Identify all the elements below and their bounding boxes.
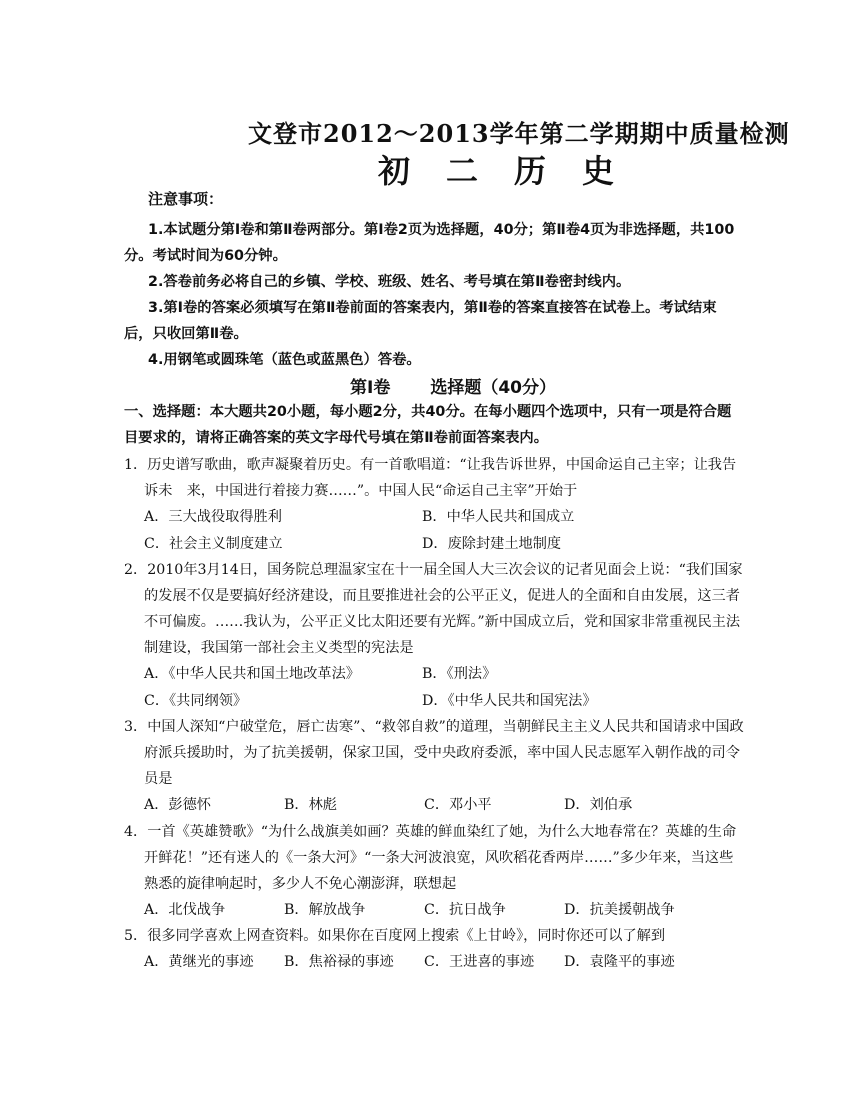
section-name: 选择题（40分） [430, 378, 556, 398]
question-stem: 4．一首《英雄赞歌》“为什么战旗美如画？英雄的鲜血染红了她，为什么大地春常在？英雄的生命开鲜花！”还有迷人的《一条大河》“一条大河波浪宽，风吹稻花香两岸……”多少年来，当这些熟悉的旋律响起时，多少人不免心潮澎湃，联想起 [124, 823, 737, 892]
notice-heading: 注意事项： [148, 190, 224, 208]
notice-item-1: 1.本试题分第Ⅰ卷和第Ⅱ卷两部分。第Ⅰ卷2页为选择题，40分；第Ⅱ卷4页为非选择题，共100分。考试时间为60分钟。 [124, 222, 735, 264]
question-stem: 1．历史谱写歌曲，歌声凝聚着历史。有一首歌唱道：“让我告诉世界，中国命运自己主宰；让我告诉未 来，中国进行着接力赛……”。中国人民“命运自己主宰”开始于 [124, 457, 737, 499]
notice-block [124, 188, 744, 373]
notice-item-2: 2.答卷前务必将自己的乡镇、学校、班级、姓名、考号填在第Ⅱ卷密封线内。 [148, 274, 631, 290]
option-a: A．黄继光的事迹 [144, 954, 254, 970]
subject-title: 初二历史 [378, 152, 651, 190]
question-4 [124, 819, 744, 924]
option-b: B．焦裕禄的事迹 [284, 954, 394, 970]
option-b: B．解放战争 [284, 901, 366, 918]
option-b: B．《刑法》 [422, 666, 497, 682]
notice-item-3: 3.第Ⅰ卷的答案必须填写在第Ⅱ卷前面的答案表内，第Ⅱ卷的答案直接答在试卷上。考试结束后，只收回第Ⅱ卷。 [124, 300, 717, 342]
option-list [124, 661, 744, 714]
question-5 [124, 923, 744, 976]
option-c: C．王进喜的事迹 [424, 954, 535, 970]
option-d: D．袁隆平的事迹 [564, 954, 675, 970]
question-list [124, 452, 744, 976]
question-stem: 3．中国人深知“户破堂危，唇亡齿寒”、“救邻自救”的道理，当朝鲜民主主义人民共和国请求中国政府派兵援助时，为了抗美援朝，保家卫国，受中央政府委派，率中国人民志愿军入朝作战的司令员是 [124, 719, 744, 787]
question-stem: 2．2010年3月14日，国务院总理温家宝在十一届全国人大三次会议的记者见面会上说：“我们国家的发展不仅是要搞好经济建设，而且要推进社会的公平正义，促进人的全面和自由发展，这三者不可偏废。……我认为，公平正义比太阳还要有光辉。”新中国成立后，党和国家非常重视民主法制建设，我国第一部社会主义类型的宪法是 [124, 562, 743, 656]
option-c: C．社会主义制度建立 [144, 535, 283, 552]
notice-item-4: 4.用钢笔或圆珠笔（蓝色或蓝黑色）答卷。 [148, 352, 421, 368]
option-b: B．中华人民共和国成立 [422, 509, 575, 525]
question-stem: 5．很多同学喜欢上网查资料。如果你在百度网上搜索《上甘岭》，同时你还可以了解到 [124, 928, 666, 944]
option-b: B．林彪 [284, 797, 337, 813]
option-list [124, 949, 744, 976]
option-list [124, 792, 744, 819]
option-c: C．抗日战争 [424, 901, 506, 918]
question-1 [124, 452, 744, 557]
section-title [350, 373, 556, 398]
option-c: C．邓小平 [424, 797, 492, 813]
section-part: 第Ⅰ卷 [350, 378, 391, 398]
option-c: C．《共同纲领》 [144, 692, 248, 709]
option-a: A．彭德怀 [144, 797, 211, 813]
option-a: A．三大战役取得胜利 [144, 509, 282, 525]
option-list [124, 897, 744, 924]
option-a: A．《中华人民共和国土地改革法》 [144, 666, 360, 682]
exam-title: 文登市2012～2013学年第二学期期中质量检测 [248, 119, 790, 148]
option-d: D．刘伯承 [564, 797, 633, 813]
question-2 [124, 557, 744, 714]
question-3 [124, 714, 744, 819]
option-d: D．抗美援朝战争 [564, 901, 675, 918]
option-list [124, 504, 744, 557]
option-d: D．废除封建土地制度 [422, 535, 562, 552]
option-d: D．《中华人民共和国宪法》 [422, 692, 597, 709]
option-a: A．北伐战争 [144, 901, 226, 918]
section-instructions: 一、选择题：本大题共20小题，每小题2分，共40分。在每小题四个选项中，只有一项是符合题目要求的，请将正确答案的英文字母代号填在第Ⅱ卷前面答案表内。 [124, 404, 732, 446]
